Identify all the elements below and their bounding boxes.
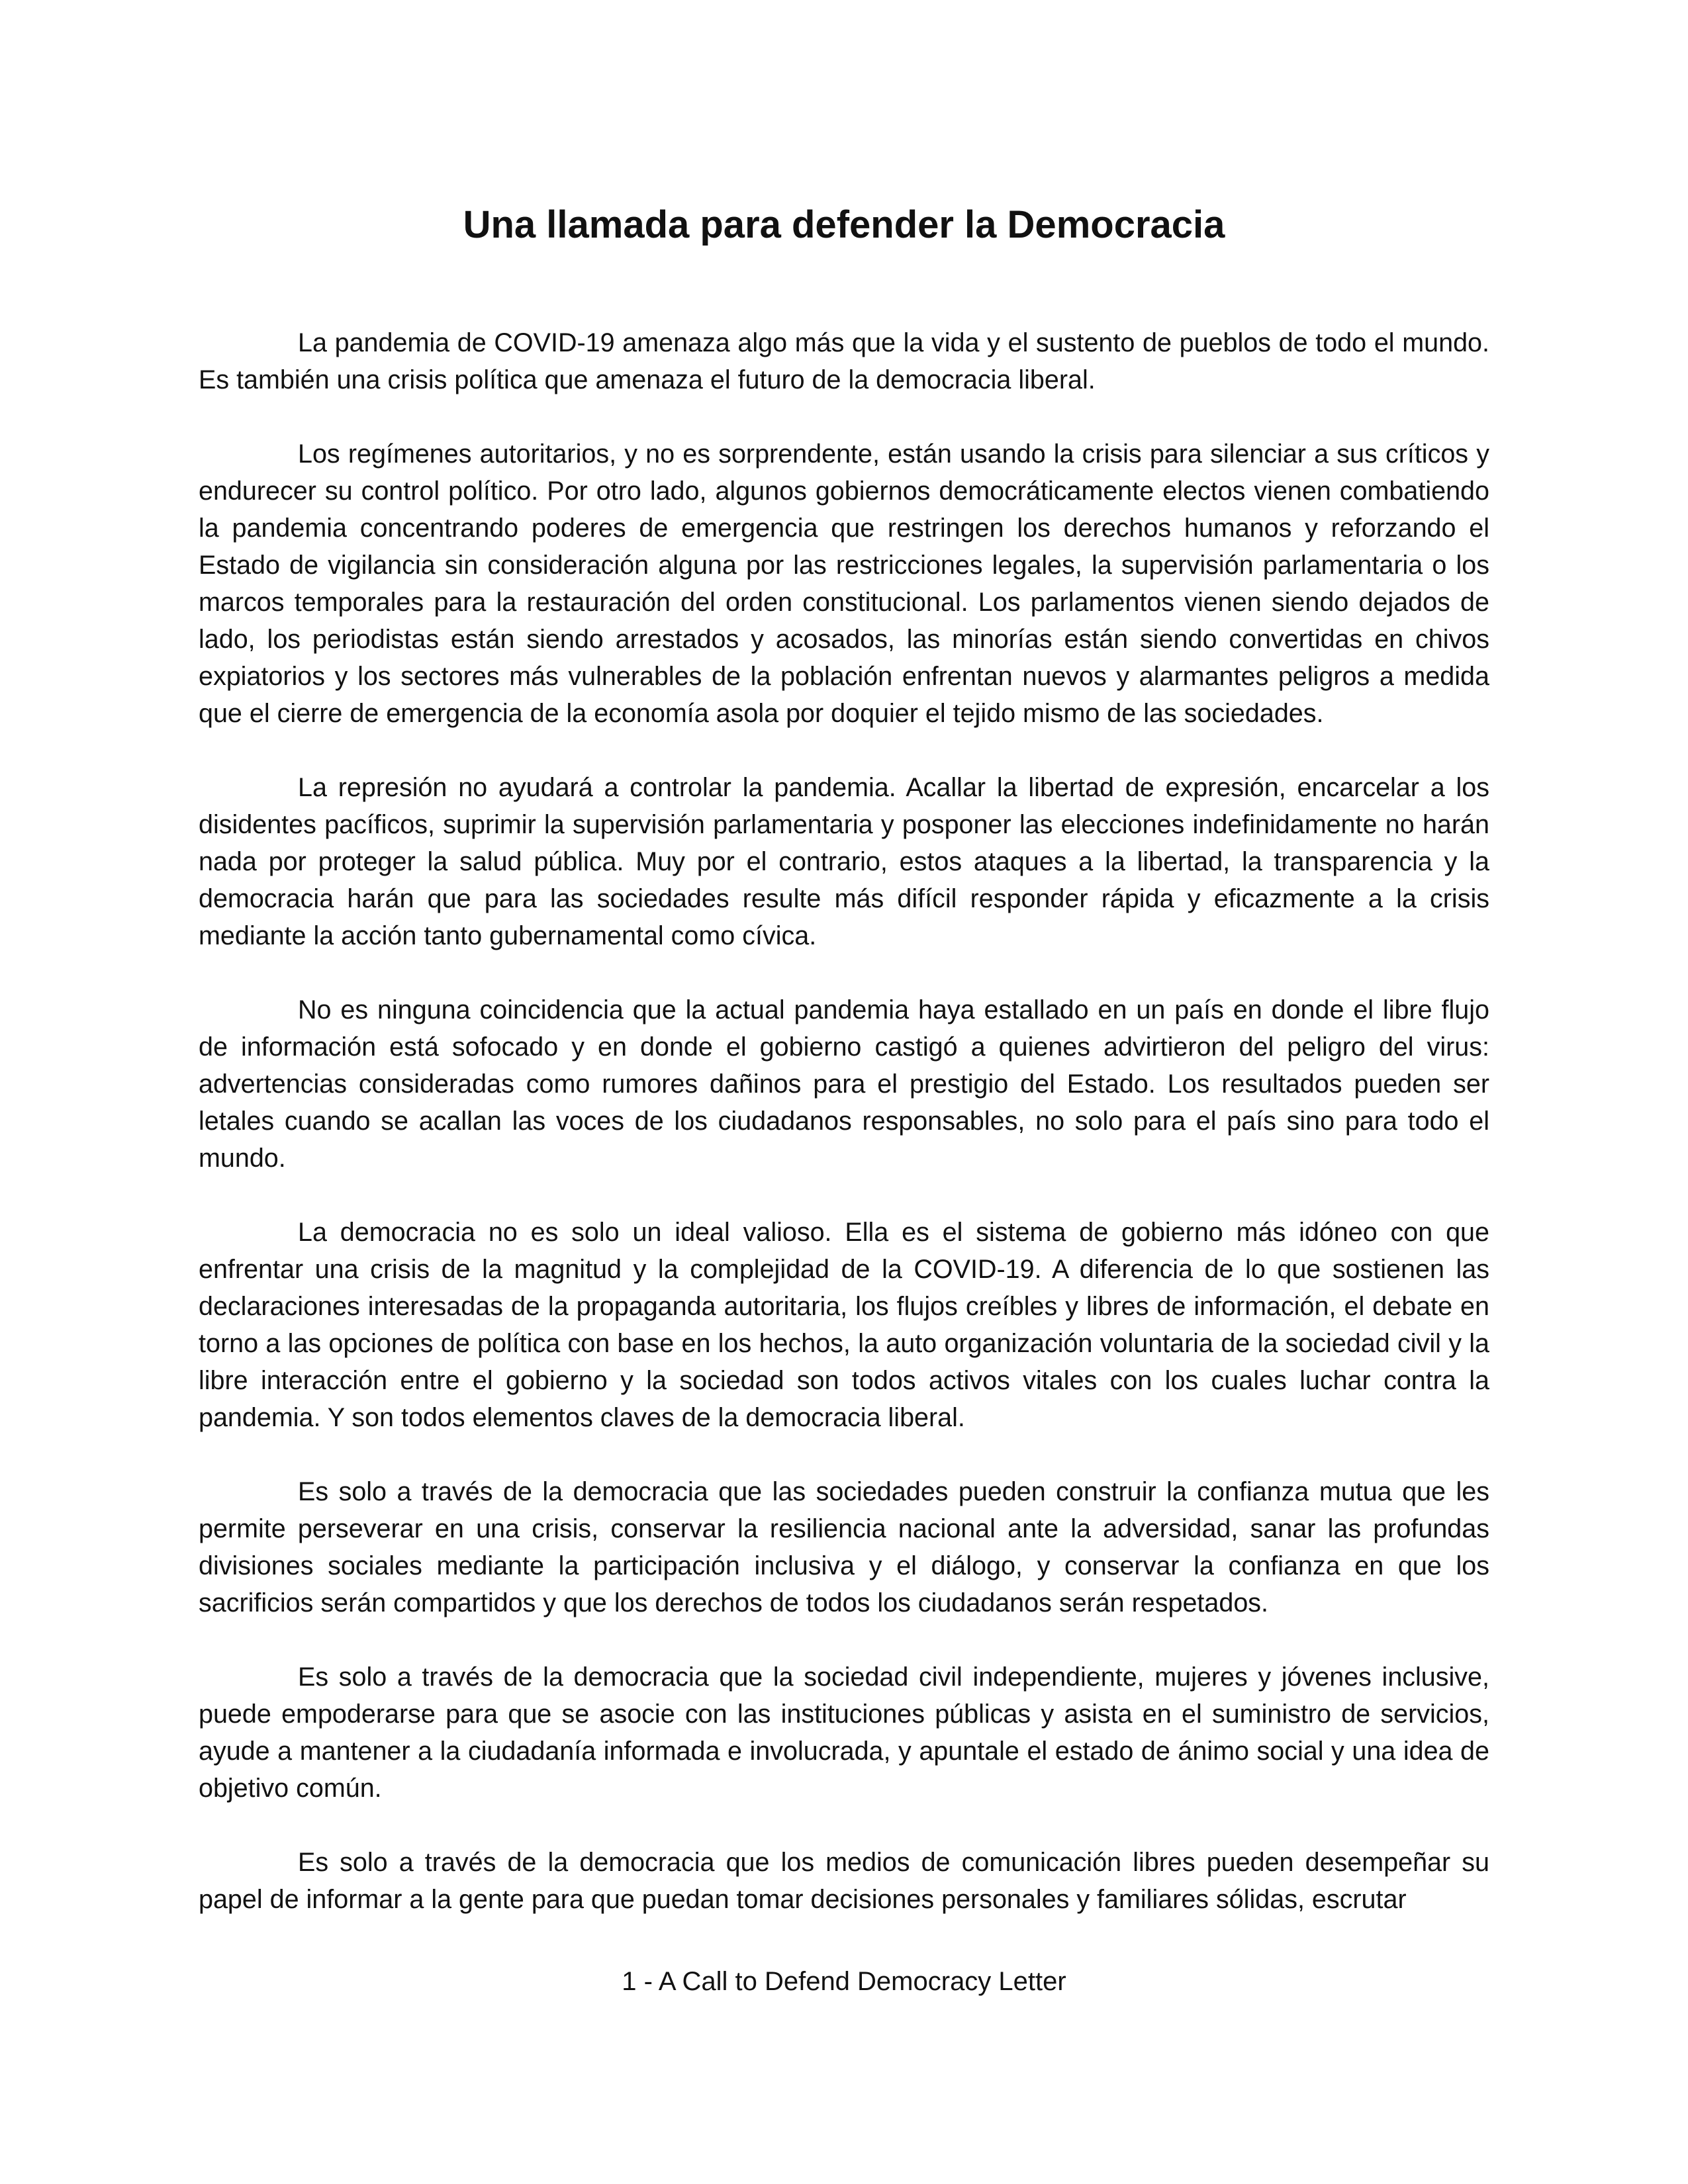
paragraph: Es solo a través de la democracia que la sociedad civil independiente, mujeres y jóvenes inclusive, puede empoderarse para que se asocie con las instituciones públicas y asista en el suministro de servicios, ayude a mantener a la ciudadanía informada e involucrada, y apuntale el estado de ánimo social y una idea de objetivo común. (199, 1662, 1489, 1803)
paragraph: La democracia no es solo un ideal valioso. Ella es el sistema de gobierno más idóneo con que enfrentar una crisis de la magnitud y la complejidad de la COVID-19. A diferencia de lo que sostienen las declaraciones interesadas de la propaganda autoritaria, los flujos creíbles y libres de información, el debate en torno a las opciones de política con base en los hechos, la auto organización voluntaria de la sociedad civil y la libre interacción entre el gobierno y la sociedad son todos activos vitales con los cuales luchar contra la pandemia. Y son todos elementos claves de la democracia liberal. (199, 1218, 1489, 1432)
page-footer: 1 - A Call to Defend Democracy Letter (622, 1967, 1066, 1996)
document-body (199, 324, 1489, 1918)
paragraph: Los regímenes autoritarios, y no es sorprendente, están usando la crisis para silenciar a sus críticos y endurecer su control político. Por otro lado, algunos gobiernos democráticamente electos vienen combatiendo la pandemia concentrando poderes de emergencia que restringen los derechos humanos y reforzando el Estado de vigilancia sin consideración alguna por las restricciones legales, la supervisión parlamentaria o los marcos temporales para la restauración del orden constitucional. Los parlamentos vienen siendo dejados de lado, los periodistas están siendo arrestados y acosados, las minorías están siendo convertidas en chivos expiatorios y los sectores más vulnerables de la población enfrentan nuevos y alarmantes peligros a medida que el cierre de emergencia de la economía asola por doquier el tejido mismo de las sociedades. (199, 439, 1489, 728)
paragraph: Es solo a través de la democracia que las sociedades pueden construir la confianza mutua que les permite perseverar en una crisis, conservar la resiliencia nacional ante la adversidad, sanar las profundas divisiones sociales mediante la participación inclusiva y el diálogo, y conservar la confianza en que los sacrificios serán compartidos y que los derechos de todos los ciudadanos serán respetados. (199, 1477, 1489, 1617)
paragraph: No es ninguna coincidencia que la actual pandemia haya estallado en un país en donde el libre flujo de información está sofocado y en donde el gobierno castigó a quienes advirtieron del peligro del virus: advertencias consideradas como rumores dañinos para el prestigio del Estado. Los resultados pueden ser letales cuando se acallan las voces de los ciudadanos responsables, no solo para el país sino para todo el mundo. (199, 995, 1489, 1173)
paragraph: Es solo a través de la democracia que los medios de comunicación libres pueden desempeñar su papel de informar a la gente para que puedan tomar decisiones personales y familiares sólidas, escrutar (199, 1848, 1489, 1914)
document-title: Una llamada para defender la Democracia (463, 203, 1225, 246)
paragraph: La pandemia de COVID-19 amenaza algo más que la vida y el sustento de pueblos de todo el mundo. Es también una crisis política que amenaza el futuro de la democracia liberal. (199, 328, 1489, 394)
paragraph: La represión no ayudará a controlar la pandemia. Acallar la libertad de expresión, encarcelar a los disidentes pacíficos, suprimir la supervisión parlamentaria y posponer las elecciones indefinidamente no harán nada por proteger la salud pública. Muy por el contrario, estos ataques a la libertad, la transparencia y la democracia harán que para las sociedades resulte más difícil responder rápida y eficazmente a la crisis mediante la acción tanto gubernamental como cívica. (199, 773, 1489, 950)
